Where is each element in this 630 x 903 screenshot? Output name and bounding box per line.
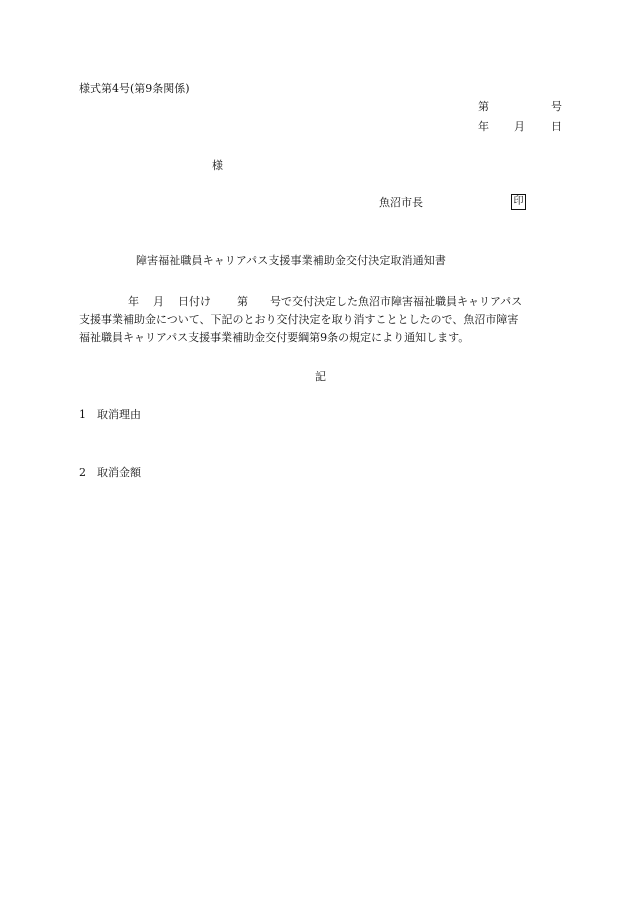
body-number-prefix: 第 xyxy=(237,295,248,308)
item-number: 2 xyxy=(79,466,86,479)
document-number-suffix: 号 xyxy=(551,100,562,113)
body-year-label: 年 xyxy=(128,295,139,308)
note-heading: 記 xyxy=(315,370,326,383)
body-line-1 xyxy=(128,296,522,307)
date-year-label: 年 xyxy=(478,120,489,133)
body-month-label: 月 xyxy=(153,295,164,308)
body-line-3: 福祉職員キャリアパス支援事業補助金交付要綱第9条の規定により通知します。 xyxy=(79,331,470,344)
body-day-label: 日付け xyxy=(178,295,211,308)
form-number: 様式第4号(第9条関係) xyxy=(79,82,190,95)
body-line-1-text: 号で交付決定した魚沼市障害福祉職員キャリアパス xyxy=(270,295,523,308)
issuer-name: 魚沼市長 xyxy=(379,196,423,209)
document-number-prefix: 第 xyxy=(478,100,489,113)
seal-mark: 印 xyxy=(511,194,526,210)
document-title: 障害福祉職員キャリアパス支援事業補助金交付決定取消通知書 xyxy=(136,254,446,267)
date-month-label: 月 xyxy=(514,120,525,133)
item-number: 1 xyxy=(79,408,86,421)
date-day-label: 日 xyxy=(551,120,562,133)
item-label: 取消理由 xyxy=(97,408,141,421)
item-label: 取消金額 xyxy=(97,466,141,479)
body-line-2: 支援事業補助金について、下記のとおり交付決定を取り消すこととしたので、魚沼市障害 xyxy=(79,313,519,326)
recipient-honorific: 様 xyxy=(212,159,223,172)
